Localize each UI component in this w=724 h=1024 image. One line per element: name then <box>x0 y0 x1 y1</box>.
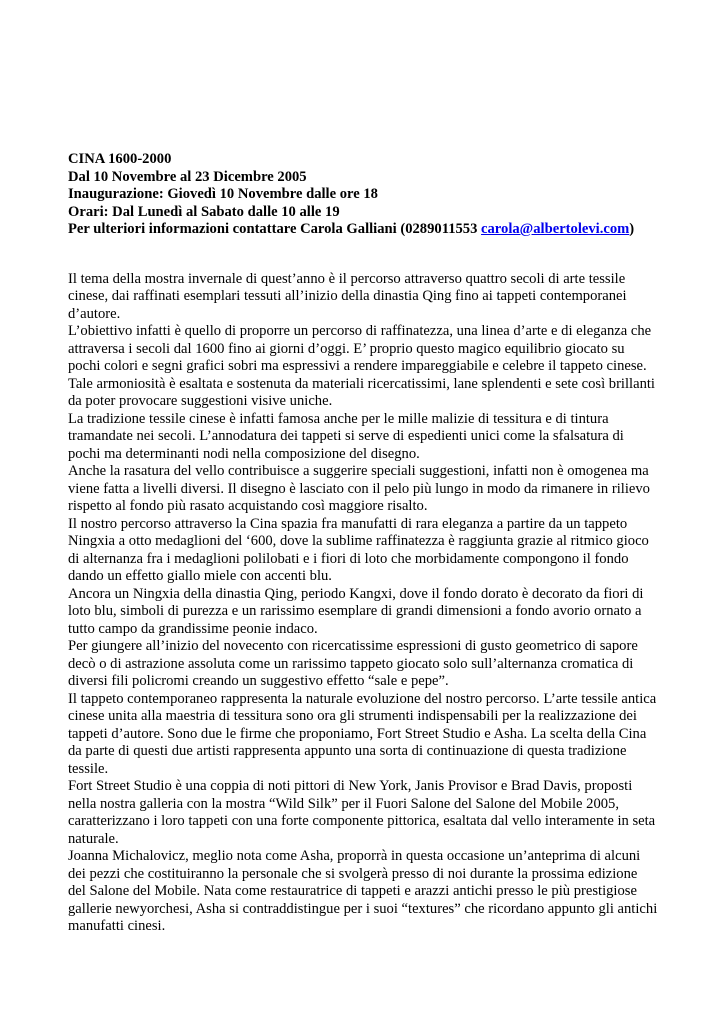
paragraph-twentieth-century: Per giungere all’inizio del novecento con ricercatissime espressioni di gusto geometrico di sapore decò o di astrazione assoluta come un rarissimo tappeto giocato solo sull’alternanza cromatica di diversi fili policromi creando un suggestivo effetto “sale e pepe”. <box>68 638 638 689</box>
exhibition-title: CINA 1600-2000 <box>68 151 172 167</box>
opening-info: Inaugurazione: Giovedì 10 Novembre dalle ore 18 <box>68 186 378 202</box>
paragraph-shearing: Anche la rasatura del vello contribuisce a suggerire speciali suggestioni, infatti non è omogenea ma viene fatta a livelli diversi. Il disegno è lasciato con il pelo più lungo in modo da rimanere in rilievo rispetto al fondo più rasato acquistando così maggiore risalto. <box>68 463 650 514</box>
event-header <box>68 151 658 239</box>
paragraph-ningxia-medallions: Il nostro percorso attraverso la Cina spazia fra manufatti di rara eleganza a partire da un tappeto Ningxia a otto medaglioni del ‘600, dove la sublime raffinatezza è raggiunta grazie al ritmico gioco di alternanza fra i medaglioni polilobati e i fiori di loto che morbidamente compongono il fondo dando un effetto giallo miele con accenti blu. <box>68 515 649 584</box>
paragraph-fort-street-studio: Fort Street Studio è una coppia di noti pittori di New York, Janis Provisor e Brad Davis, proposti nella nostra galleria con la mostra “Wild Silk” per il Fuori Salone del Salone del Mobile 2005, caratterizzano i loro tappeti con una forte componente pittorica, esaltata dal vello interamente in seta naturale. <box>68 778 656 847</box>
contact-line <box>68 221 658 239</box>
paragraph-ningxia-kangxi: Ancora un Ningxia della dinastia Qing, periodo Kangxi, dove il fondo dorato è decorato da fiori di loto blu, simboli di purezza e un rarissimo esemplare di grandi dimensioni a fondo avorio ornato a tutto campo da grandissime peonie indaco. <box>68 585 644 637</box>
contact-email-link[interactable]: carola@albertolevi.com <box>481 221 630 237</box>
document-body <box>68 271 658 936</box>
document-page <box>68 151 658 936</box>
paragraph-asha: Joanna Michalovicz, meglio nota come Asha, proporrà in questa occasione un’anteprima di alcuni dei pezzi che costituiranno la personale che si svolgerà presso di noi durante la prossima edizione del Salone del Mobile. Nata come restauratrice di tappeti e arazzi antichi presso le più prestigiose gallerie newyorchesi, Asha si contraddistingue per i suoi “textures” che ricordano appunto gli antichi manufatti cinesi. <box>68 848 658 934</box>
contact-text: Per ulteriori informazioni contattare Carola Galliani (0289011553 <box>68 221 482 237</box>
paragraph-tradition: La tradizione tessile cinese è infatti famosa anche per le mille malizie di tessitura e di tintura tramandate nei secoli. L’annodatura dei tappeti si serve di espedienti unici come la sfalsatura di pochi ma determinanti nodi nella composizione del disegno. <box>68 410 624 462</box>
contact-closing-paren: ) <box>629 221 635 237</box>
exhibition-dates: Dal 10 Novembre al 23 Dicembre 2005 <box>68 168 307 185</box>
paragraph-objective: L’obiettivo infatti è quello di proporre un percorso di raffinatezza, una linea d’arte e di eleganza che attraversa i secoli dal 1600 fino ai giorni d’oggi. E’ proprio questo magico equilibrio giocato su pochi colori e segni grafici sobri ma espressivi a rendere impareggiabile e celebre il tappeto cinese. Tale armoniosità è esaltata e sostenuta da materiali ricercatissimi, lane splendenti e sete così brillanti da poter provocare suggestioni visive uniche. <box>68 323 655 409</box>
paragraph-contemporary: Il tappeto contemporaneo rappresenta la naturale evoluzione del nostro percorso. L’arte tessile antica cinese unita alla maestria di tessitura sono ora gli strumenti indispensabili per la realizzazione dei tappeti d’autore. Sono due le firme che proponiamo, Fort Street Studio e Asha. La scelta della Cina da parte di questi due artisti rappresenta appunto una sorta di continuazione di questa tradizione tessile. <box>68 690 657 777</box>
opening-hours: Orari: Dal Lunedì al Sabato dalle 10 alle 19 <box>68 203 340 220</box>
paragraph-intro: Il tema della mostra invernale di quest’anno è il percorso attraverso quattro secoli di arte tessile cinese, dai raffinati esemplari tessuti all’inizio della dinastia Qing fino ai tappeti contemporanei d’autore. <box>68 270 627 322</box>
